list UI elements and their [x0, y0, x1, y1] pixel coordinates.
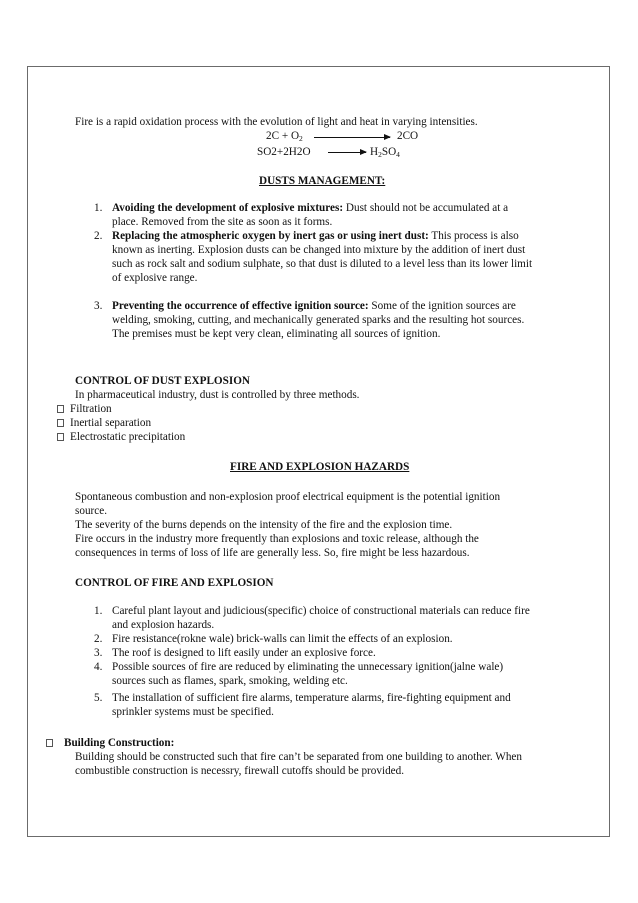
equation-2-left: SO2+2H2O: [257, 146, 311, 158]
building-line: combustible construction is necessry, firewall cutoffs should be provided.: [75, 765, 405, 777]
equation-2-right: $H_2SO_4$: [370, 146, 400, 159]
checkbox-bullet-icon: [57, 405, 64, 413]
list-number: 3.: [94, 647, 103, 659]
control-dust-heading: CONTROL OF DUST EXPLOSION: [75, 375, 250, 387]
list-item-cont: sources such as flames, spark, smoking, welding etc.: [112, 675, 348, 687]
dusts-management-heading: DUSTS MANAGEMENT:: [259, 175, 386, 187]
fire-hazards-heading: FIRE AND EXPLOSION HAZARDS: [230, 461, 410, 473]
list-item: Avoiding the development of explosive mixtures: Dust should not be accumulated at a: [112, 202, 509, 214]
list-item: Replacing the atmospheric oxygen by inert gas or using inert dust: This process is also: [112, 230, 519, 242]
checkbox-bullet-icon: [46, 739, 53, 747]
checkbox-bullet-icon: [57, 433, 64, 441]
list-number: 2.: [94, 230, 103, 242]
list-item: Possible sources of fire are reduced by eliminating the unnecessary ignition(jalne wale): [112, 661, 504, 673]
list-number: 3.: [94, 300, 103, 312]
list-item-cont: The premises must be kept very clean, eliminating all sources of ignition.: [112, 328, 441, 340]
equation-1-right: 2CO: [397, 130, 419, 142]
checkbox-bullet-icon: [57, 419, 64, 427]
list-item: The roof is designed to lift easily under an explosive force.: [112, 647, 376, 659]
list-item-cont: of explosive range.: [112, 272, 198, 284]
control-dust-intro: In pharmaceutical industry, dust is controlled by three methods.: [75, 389, 360, 401]
list-item: Careful plant layout and judicious(specific) choice of constructional materials can reduce fire: [112, 605, 530, 617]
reaction-arrow-icon: [328, 152, 366, 153]
list-number: 1.: [94, 202, 103, 214]
equation-1-left: $2C + O_2$: [266, 130, 303, 143]
fire-paragraph-line: Fire occurs in the industry more frequently than explosions and toxic release, although the: [75, 533, 479, 545]
list-item: The installation of sufficient fire alarms, temperature alarms, fire-fighting equipment and: [112, 692, 511, 704]
fire-paragraph-line: Spontaneous combustion and non-explosion proof electrical equipment is the potential ignition: [75, 491, 501, 503]
list-number: 1.: [94, 605, 103, 617]
method-item: Inertial separation: [70, 417, 152, 429]
method-item: Electrostatic precipitation: [70, 431, 186, 443]
building-line: Building should be constructed such that fire can’t be separated from one building to another. When: [75, 751, 522, 763]
method-item: Filtration: [70, 403, 112, 415]
intro-text: Fire is a rapid oxidation process with the evolution of light and heat in varying intensities.: [75, 116, 478, 128]
list-item-cont: and explosion hazards.: [112, 619, 215, 631]
list-item: Fire resistance(rokne wale) brick-walls can limit the effects of an explosion.: [112, 633, 453, 645]
reaction-arrow-icon: [314, 137, 390, 138]
control-fire-heading: CONTROL OF FIRE AND EXPLOSION: [75, 577, 274, 589]
list-item-cont: known as inerting. Explosion dusts can be changed into mixture by the addition of inert dust: [112, 244, 526, 256]
fire-paragraph-line: source.: [75, 505, 107, 517]
building-heading: Building Construction:: [64, 737, 175, 749]
list-number: 2.: [94, 633, 103, 645]
fire-paragraph-line: The severity of the burns depends on the intensity of the fire and the explosion time.: [75, 519, 453, 531]
list-item-cont: place. Removed from the site as soon as it forms.: [112, 216, 333, 228]
fire-paragraph-line: consequences in terms of loss of life are generally less. So, fire might be less hazardous.: [75, 547, 470, 559]
list-item-cont: welding, smoking, cutting, and mechanically generated sparks and the resulting hot sources.: [112, 314, 525, 326]
list-number: 5.: [94, 692, 103, 704]
list-number: 4.: [94, 661, 103, 673]
list-item: Preventing the occurrence of effective ignition source: Some of the ignition sources are: [112, 300, 516, 312]
list-item-cont: sprinkler systems must be specified.: [112, 706, 274, 718]
list-item-cont: such as rock salt and sodium sulphate, so that dust is diluted to a level less than its lower limit: [112, 258, 533, 270]
